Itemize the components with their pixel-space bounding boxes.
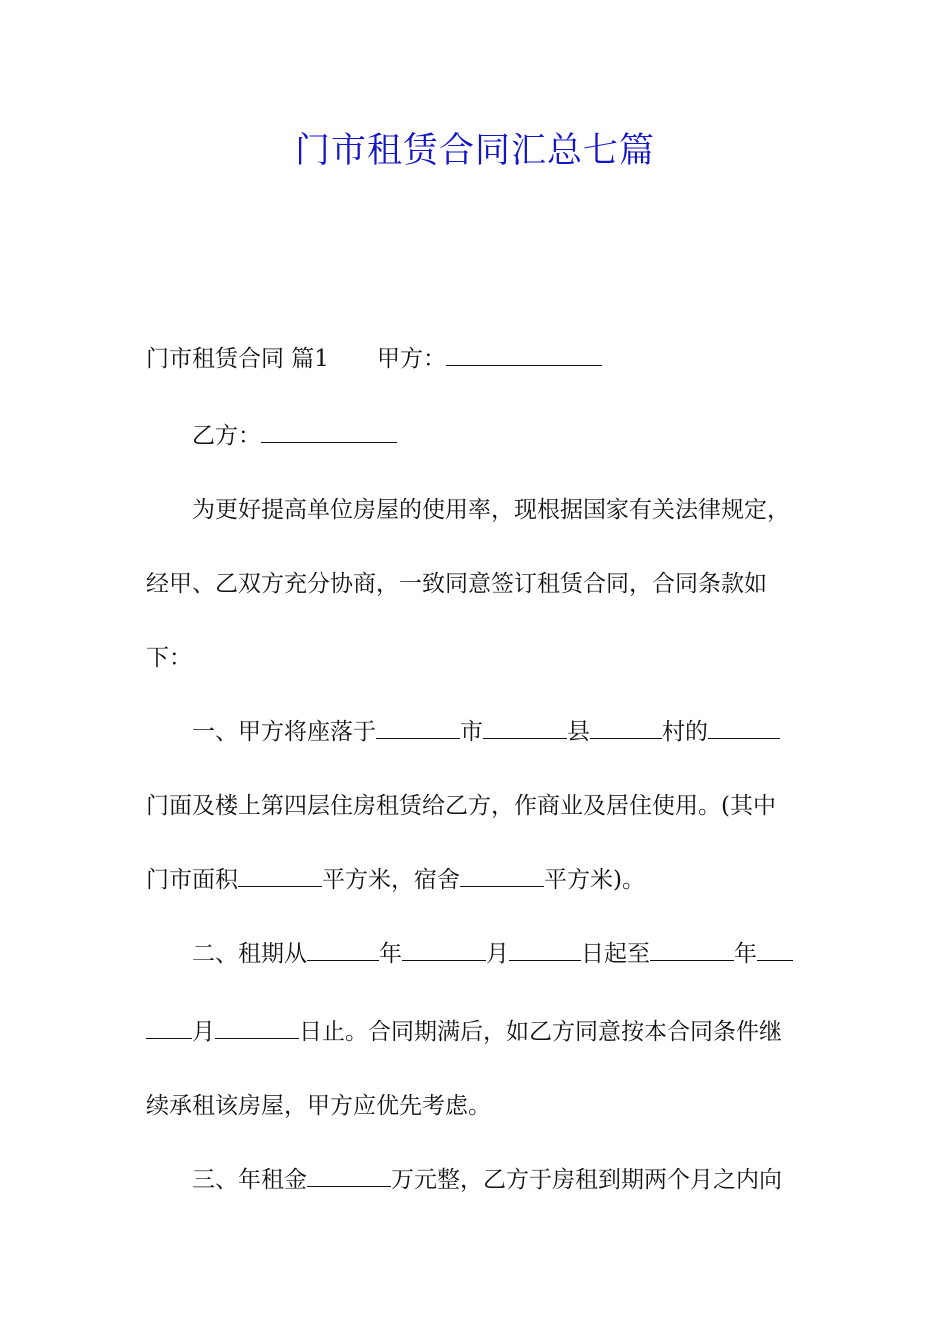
fill-blank <box>307 1168 391 1187</box>
body-text-line: 门面及楼上第四层住房租赁给乙方，作商业及居住使用。(其中 <box>146 793 776 819</box>
party-b-blank <box>261 424 397 443</box>
fill-blank <box>590 720 662 739</box>
document-title: 门市租赁合同汇总七篇 <box>294 131 655 171</box>
party-a-label: 甲方： <box>376 346 446 372</box>
fill-blank <box>757 942 793 961</box>
clause-text: 年 <box>379 941 402 967</box>
clause-text: 日止。合同期满后，如乙方同意按本合同条件继 <box>299 1019 782 1045</box>
clause-text: 日起至 <box>581 941 650 967</box>
clause-text: 年 <box>734 941 757 967</box>
clause-text: 二、租期从 <box>192 941 307 967</box>
fill-blank <box>402 942 486 961</box>
fill-blank <box>509 942 581 961</box>
clause-text: 万元整，乙方于房租到期两个月之内向 <box>391 1167 782 1193</box>
clause-text: 月 <box>192 1019 215 1045</box>
fill-blank <box>650 942 734 961</box>
fill-blank <box>238 868 322 887</box>
party-a-blank <box>446 347 602 366</box>
body-text-line: 下： <box>146 645 192 671</box>
fill-blank <box>460 868 544 887</box>
party-b-line <box>192 421 397 451</box>
contract-section-title: 门市租赁合同 篇1 <box>146 346 329 372</box>
body-text-line: 续承租该房屋，甲方应优先考虑。 <box>146 1093 491 1119</box>
clause-text: 三、年租金 <box>192 1167 307 1193</box>
clause-text: 村的 <box>662 719 708 745</box>
clause-2-line <box>192 939 793 969</box>
fill-blank <box>708 720 780 739</box>
area-line <box>146 865 645 895</box>
fill-blank <box>376 720 460 739</box>
clause-text: 月 <box>486 941 509 967</box>
clause-text: 一、甲方将座落于 <box>192 719 376 745</box>
fill-blank <box>307 942 379 961</box>
fill-blank <box>483 720 567 739</box>
contract-heading-line <box>146 344 602 374</box>
party-b-label: 乙方： <box>192 423 261 449</box>
fill-blank <box>146 1020 192 1039</box>
clause-3-line <box>192 1165 782 1195</box>
body-text-line: 为更好提高单位房屋的使用率，现根据国家有关法律规定， <box>192 497 790 523</box>
clause-text: 门市面积 <box>146 867 238 893</box>
body-text-line: 经甲、乙双方充分协商，一致同意签订租赁合同，合同条款如 <box>146 571 767 597</box>
clause-text: 平方米)。 <box>544 867 645 893</box>
clause-1-line <box>192 717 780 747</box>
fill-blank <box>215 1020 299 1039</box>
clause-text: 平方米，宿舍 <box>322 867 460 893</box>
clause-text: 县 <box>567 719 590 745</box>
clause-text: 市 <box>460 719 483 745</box>
term-end-line <box>146 1017 782 1047</box>
